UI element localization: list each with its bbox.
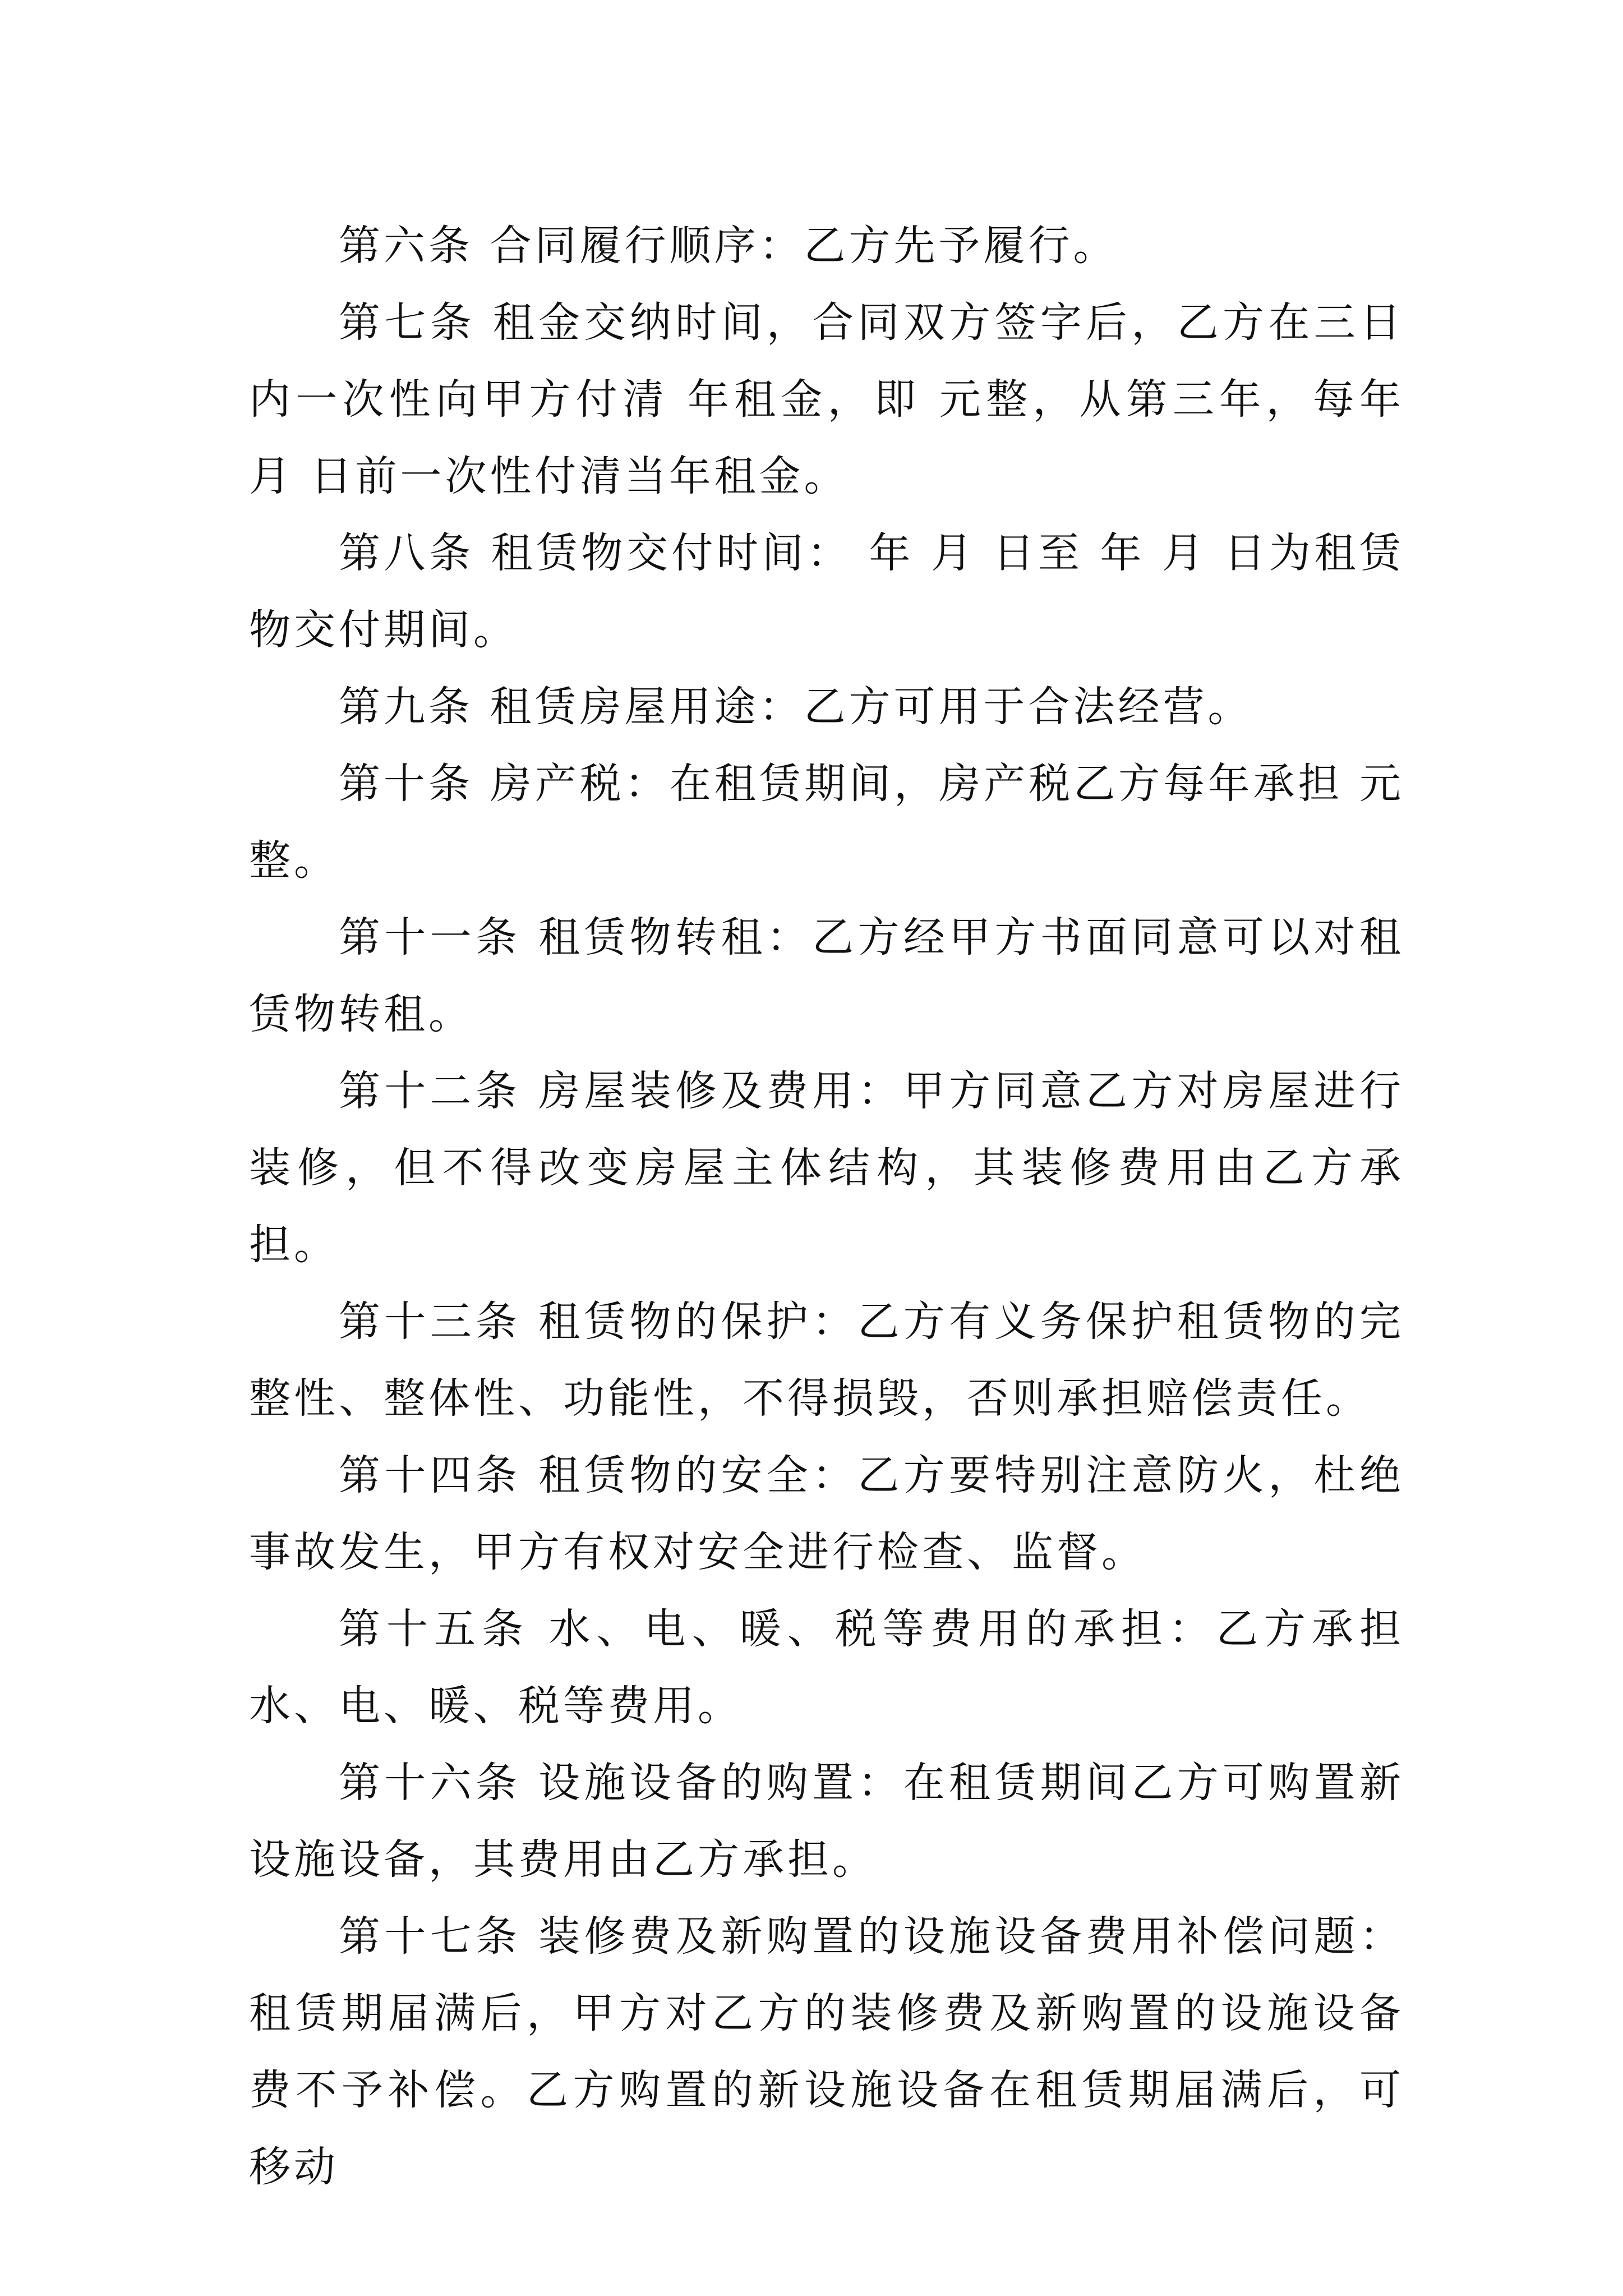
clause-10: 第十条 房产税：在租赁期间，房产税乙方每年承担 元整。	[249, 760, 1404, 885]
clause-16: 第十六条 设施设备的购置：在租赁期间乙方可购置新设施设备，其费用由乙方承担。	[249, 1759, 1404, 1884]
clause-9: 第九条 租赁房屋用途：乙方可用于合法经营。	[339, 683, 1253, 731]
clause-12: 第十二条 房屋装修及费用：甲方同意乙方对房屋进行装修，但不得改变房屋主体结构，其装修费用由乙方承担。	[249, 1067, 1404, 1269]
clause-7: 第七条 租金交纳时间，合同双方签字后，乙方在三日内一次性向甲方付清 年租金，即 元整，从第三年，每年 月 日前一次性付清当年租金。	[249, 298, 1404, 500]
clause-8: 第八条 租赁物交付时间： 年 月 日至 年 月 日为租赁物交付期间。	[249, 529, 1404, 654]
clause-17: 第十七条 装修费及新购置的设施设备费用补偿问题：租赁期届满后，甲方对乙方的装修费及新购置的设施设备费不予补偿。乙方购置的新设施设备在租赁期届满后，可移动	[249, 1912, 1404, 2191]
clause-15: 第十五条 水、电、暖、税等费用的承担：乙方承担水、电、暖、税等费用。	[249, 1605, 1404, 1730]
clause-11: 第十一条 租赁物转租：乙方经甲方书面同意可以对租赁物转租。	[249, 913, 1404, 1038]
contract-body	[249, 208, 1404, 2206]
clause-13: 第十三条 租赁物的保护：乙方有义务保护租赁物的完整性、整体性、功能性，不得损毁，否则承担赔偿责任。	[249, 1297, 1404, 1423]
clause-14: 第十四条 租赁物的安全：乙方要特别注意防火，杜绝事故发生，甲方有权对安全进行检查、监督。	[249, 1451, 1404, 1576]
clause-6: 第六条 合同履行顺序：乙方先予履行。	[339, 222, 1118, 270]
